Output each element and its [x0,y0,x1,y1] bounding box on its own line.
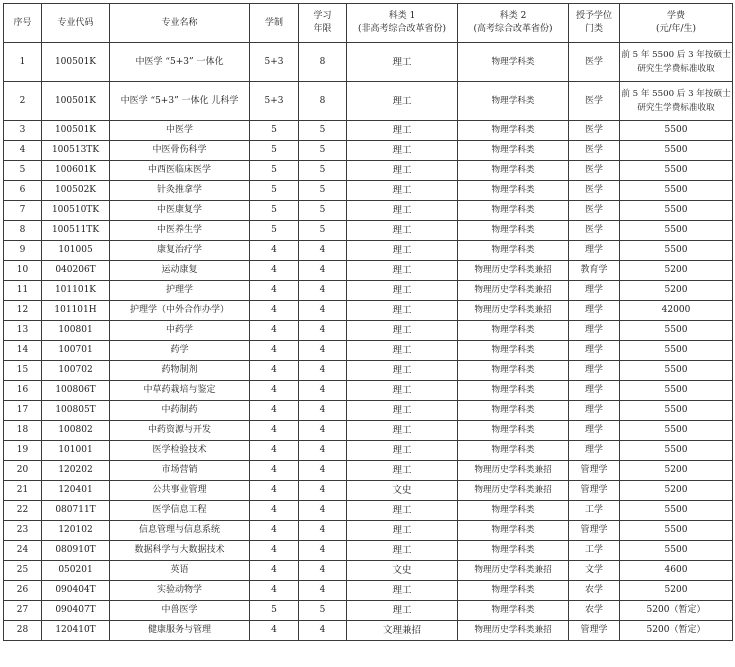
cell-years: 8 [299,82,347,121]
cell-degree: 医学 [569,181,620,201]
cell-name: 英语 [110,561,250,581]
cell-subject2: 物理学科类 [458,141,569,161]
cell-index: 22 [4,501,42,521]
cell-code: 050201 [42,561,110,581]
cell-fee: 5200（暂定） [620,621,733,641]
cell-index: 8 [4,221,42,241]
cell-index: 3 [4,121,42,141]
cell-system: 4 [250,261,299,281]
cell-code: 040206T [42,261,110,281]
cell-subject2: 物理学科类 [458,241,569,261]
cell-fee: 5500 [620,181,733,201]
table-row [4,281,733,301]
cell-degree: 农学 [569,601,620,621]
table-row [4,301,733,321]
cell-years: 4 [299,241,347,261]
cell-fee: 5200 [620,461,733,481]
cell-degree: 医学 [569,141,620,161]
cell-degree: 教育学 [569,261,620,281]
cell-name: 数据科学与大数据技术 [110,541,250,561]
cell-subject2: 物理历史学科类兼招 [458,481,569,501]
cell-subject1: 理工 [347,441,458,461]
cell-subject2: 物理学科类 [458,161,569,181]
cell-subject1: 理工 [347,281,458,301]
cell-years: 8 [299,43,347,82]
cell-subject2: 物理学科类 [458,541,569,561]
cell-degree: 农学 [569,581,620,601]
cell-fee: 前 5 年 5500 后 3 年按硕士研究生学费标准收取 [620,43,733,82]
header-code: 专业代码 [42,4,110,43]
cell-index: 26 [4,581,42,601]
cell-fee: 5500 [620,241,733,261]
header-fee: 学费 (元/年/生) [620,4,733,43]
header-years: 学习 年限 [299,4,347,43]
cell-name: 针灸推拿学 [110,181,250,201]
cell-index: 7 [4,201,42,221]
cell-subject2: 物理历史学科类兼招 [458,621,569,641]
cell-fee: 5500 [620,161,733,181]
cell-system: 4 [250,501,299,521]
cell-years: 4 [299,421,347,441]
cell-system: 5 [250,221,299,241]
cell-years: 5 [299,601,347,621]
cell-subject1: 文史 [347,561,458,581]
cell-years: 4 [299,621,347,641]
cell-years: 5 [299,181,347,201]
cell-fee: 5500 [620,341,733,361]
cell-system: 5 [250,141,299,161]
cell-name: 中兽医学 [110,601,250,621]
cell-subject2: 物理学科类 [458,361,569,381]
cell-index: 18 [4,421,42,441]
cell-years: 4 [299,321,347,341]
cell-degree: 理学 [569,301,620,321]
cell-subject1: 理工 [347,201,458,221]
cell-index: 5 [4,161,42,181]
header-subject1: 科类 1 (非高考综合改革省份) [347,4,458,43]
table-row [4,481,733,501]
cell-name: 医学检验技术 [110,441,250,461]
cell-system: 4 [250,441,299,461]
cell-subject2: 物理历史学科类兼招 [458,281,569,301]
cell-fee: 5500 [620,521,733,541]
cell-system: 4 [250,541,299,561]
table-row [4,341,733,361]
cell-code: 101101H [42,301,110,321]
cell-fee: 42000 [620,301,733,321]
cell-subject2: 物理学科类 [458,201,569,221]
majors-table [3,3,733,641]
cell-degree: 医学 [569,82,620,121]
table-row [4,201,733,221]
cell-years: 4 [299,441,347,461]
cell-system: 4 [250,321,299,341]
cell-index: 16 [4,381,42,401]
table-row [4,461,733,481]
cell-years: 5 [299,141,347,161]
cell-code: 101001 [42,441,110,461]
cell-subject2: 物理学科类 [458,521,569,541]
table-row [4,421,733,441]
cell-years: 4 [299,481,347,501]
cell-fee: 5500 [620,381,733,401]
cell-degree: 管理学 [569,481,620,501]
cell-subject1: 理工 [347,82,458,121]
cell-code: 100510TK [42,201,110,221]
cell-fee: 5500 [620,221,733,241]
cell-degree: 文学 [569,561,620,581]
cell-subject2: 物理学科类 [458,401,569,421]
table-row [4,43,733,82]
cell-name: 中医康复学 [110,201,250,221]
cell-subject1: 理工 [347,141,458,161]
cell-degree: 理学 [569,401,620,421]
cell-subject2: 物理学科类 [458,421,569,441]
cell-subject2: 物理历史学科类兼招 [458,301,569,321]
cell-subject1: 理工 [347,261,458,281]
cell-system: 4 [250,421,299,441]
cell-name: 实验动物学 [110,581,250,601]
cell-subject2: 物理学科类 [458,501,569,521]
cell-years: 5 [299,201,347,221]
header-name: 专业名称 [110,4,250,43]
cell-years: 4 [299,281,347,301]
cell-subject1: 文史 [347,481,458,501]
cell-years: 5 [299,221,347,241]
cell-subject2: 物理学科类 [458,441,569,461]
cell-subject2: 物理历史学科类兼招 [458,561,569,581]
cell-code: 120410T [42,621,110,641]
table-body [4,43,733,641]
cell-index: 9 [4,241,42,261]
cell-name: 中医学 [110,121,250,141]
cell-system: 4 [250,281,299,301]
cell-system: 4 [250,341,299,361]
header-index: 序号 [4,4,42,43]
cell-subject1: 理工 [347,301,458,321]
cell-name: 中医养生学 [110,221,250,241]
cell-system: 5 [250,161,299,181]
cell-code: 101101K [42,281,110,301]
cell-code: 090404T [42,581,110,601]
cell-name: 医学信息工程 [110,501,250,521]
cell-years: 4 [299,541,347,561]
table-row [4,161,733,181]
cell-code: 120202 [42,461,110,481]
table-row [4,82,733,121]
cell-degree: 理学 [569,341,620,361]
cell-fee: 5200 [620,481,733,501]
cell-fee: 5500 [620,121,733,141]
cell-degree: 医学 [569,43,620,82]
cell-index: 19 [4,441,42,461]
cell-degree: 医学 [569,161,620,181]
cell-subject1: 理工 [347,521,458,541]
cell-code: 100805T [42,401,110,421]
cell-code: 100501K [42,43,110,82]
header-degree: 授予学位 门类 [569,4,620,43]
cell-index: 6 [4,181,42,201]
cell-years: 4 [299,381,347,401]
cell-subject1: 理工 [347,601,458,621]
cell-name: 运动康复 [110,261,250,281]
cell-fee: 5500 [620,441,733,461]
cell-name: 信息管理与信息系统 [110,521,250,541]
cell-degree: 理学 [569,321,620,341]
cell-name: 护理学（中外合作办学） [110,301,250,321]
cell-subject2: 物理学科类 [458,341,569,361]
cell-name: 中医学 “5+3” 一体化 [110,43,250,82]
cell-years: 4 [299,341,347,361]
cell-degree: 工学 [569,541,620,561]
cell-system: 4 [250,461,299,481]
cell-name: 药物制剂 [110,361,250,381]
cell-fee: 4600 [620,561,733,581]
cell-years: 4 [299,301,347,321]
cell-degree: 理学 [569,281,620,301]
table-row [4,361,733,381]
cell-code: 100601K [42,161,110,181]
cell-degree: 管理学 [569,621,620,641]
cell-name: 市场营销 [110,461,250,481]
cell-subject1: 理工 [347,43,458,82]
table-row [4,541,733,561]
cell-degree: 医学 [569,121,620,141]
cell-system: 5 [250,601,299,621]
cell-fee: 5500 [620,401,733,421]
cell-code: 100806T [42,381,110,401]
cell-code: 120401 [42,481,110,501]
cell-code: 100802 [42,421,110,441]
cell-code: 120102 [42,521,110,541]
cell-system: 4 [250,621,299,641]
cell-degree: 管理学 [569,521,620,541]
cell-code: 101005 [42,241,110,261]
table-row [4,501,733,521]
cell-code: 080910T [42,541,110,561]
cell-subject2: 物理学科类 [458,221,569,241]
cell-subject1: 理工 [347,181,458,201]
cell-degree: 理学 [569,361,620,381]
cell-subject2: 物理学科类 [458,82,569,121]
cell-degree: 医学 [569,201,620,221]
header-subject2: 科类 2 (高考综合改革省份) [458,4,569,43]
cell-years: 4 [299,561,347,581]
cell-subject1: 理工 [347,421,458,441]
cell-years: 4 [299,401,347,421]
cell-subject1: 理工 [347,321,458,341]
cell-name: 中药制药 [110,401,250,421]
cell-name: 公共事业管理 [110,481,250,501]
cell-index: 21 [4,481,42,501]
cell-code: 100501K [42,82,110,121]
cell-years: 4 [299,461,347,481]
cell-name: 中西医临床医学 [110,161,250,181]
cell-fee: 5200 [620,261,733,281]
cell-name: 中药资源与开发 [110,421,250,441]
cell-code: 100702 [42,361,110,381]
cell-name: 护理学 [110,281,250,301]
cell-subject2: 物理历史学科类兼招 [458,461,569,481]
cell-fee: 5200 [620,581,733,601]
table-row [4,381,733,401]
table-row [4,621,733,641]
cell-subject1: 理工 [347,501,458,521]
cell-degree: 理学 [569,381,620,401]
cell-index: 1 [4,43,42,82]
cell-index: 4 [4,141,42,161]
cell-index: 24 [4,541,42,561]
cell-subject1: 理工 [347,401,458,421]
cell-fee: 5500 [620,201,733,221]
cell-system: 4 [250,301,299,321]
cell-subject1: 理工 [347,381,458,401]
cell-subject1: 理工 [347,241,458,261]
cell-system: 4 [250,581,299,601]
cell-code: 100513TK [42,141,110,161]
table-row [4,401,733,421]
cell-code: 100701 [42,341,110,361]
cell-subject1: 文理兼招 [347,621,458,641]
table-row [4,181,733,201]
cell-code: 100502K [42,181,110,201]
cell-subject2: 物理历史学科类兼招 [458,261,569,281]
cell-subject1: 理工 [347,541,458,561]
cell-subject2: 物理学科类 [458,321,569,341]
cell-years: 4 [299,261,347,281]
cell-index: 14 [4,341,42,361]
cell-fee: 前 5 年 5500 后 3 年按硕士研究生学费标准收取 [620,82,733,121]
cell-degree: 理学 [569,421,620,441]
header-row [4,4,733,43]
cell-degree: 理学 [569,241,620,261]
table-row [4,121,733,141]
cell-index: 2 [4,82,42,121]
table-row [4,441,733,461]
cell-subject1: 理工 [347,121,458,141]
cell-subject1: 理工 [347,161,458,181]
cell-years: 4 [299,501,347,521]
table-row [4,321,733,341]
cell-system: 4 [250,241,299,261]
cell-subject2: 物理学科类 [458,43,569,82]
cell-name: 中药学 [110,321,250,341]
cell-degree: 理学 [569,441,620,461]
header-system: 学制 [250,4,299,43]
cell-fee: 5500 [620,141,733,161]
cell-subject2: 物理学科类 [458,121,569,141]
cell-code: 080711T [42,501,110,521]
cell-code: 090407T [42,601,110,621]
table-row [4,601,733,621]
cell-subject1: 理工 [347,361,458,381]
cell-fee: 5200（暂定） [620,601,733,621]
cell-years: 5 [299,121,347,141]
cell-code: 100511TK [42,221,110,241]
cell-degree: 医学 [569,221,620,241]
cell-subject1: 理工 [347,581,458,601]
cell-index: 10 [4,261,42,281]
table-row [4,141,733,161]
table-row [4,521,733,541]
cell-index: 11 [4,281,42,301]
cell-years: 5 [299,161,347,181]
cell-degree: 工学 [569,501,620,521]
cell-fee: 5500 [620,501,733,521]
cell-system: 5 [250,121,299,141]
cell-subject2: 物理学科类 [458,181,569,201]
cell-subject1: 理工 [347,461,458,481]
cell-code: 100801 [42,321,110,341]
cell-system: 5 [250,181,299,201]
cell-subject2: 物理学科类 [458,381,569,401]
cell-subject1: 理工 [347,341,458,361]
cell-fee: 5500 [620,421,733,441]
cell-system: 4 [250,481,299,501]
cell-index: 12 [4,301,42,321]
cell-system: 4 [250,561,299,581]
cell-fee: 5500 [620,361,733,381]
cell-system: 4 [250,361,299,381]
cell-name: 中草药栽培与鉴定 [110,381,250,401]
cell-index: 13 [4,321,42,341]
cell-name: 康复治疗学 [110,241,250,261]
cell-fee: 5200 [620,281,733,301]
cell-system: 5 [250,201,299,221]
cell-index: 27 [4,601,42,621]
cell-system: 4 [250,521,299,541]
cell-name: 中医学 “5+3” 一体化 儿科学 [110,82,250,121]
cell-system: 4 [250,381,299,401]
cell-name: 药学 [110,341,250,361]
cell-fee: 5500 [620,321,733,341]
cell-name: 中医骨伤科学 [110,141,250,161]
cell-years: 4 [299,521,347,541]
table-row [4,261,733,281]
cell-index: 23 [4,521,42,541]
table-row [4,581,733,601]
cell-index: 20 [4,461,42,481]
table-row [4,561,733,581]
cell-index: 17 [4,401,42,421]
cell-index: 25 [4,561,42,581]
cell-subject2: 物理学科类 [458,601,569,621]
cell-index: 15 [4,361,42,381]
cell-years: 4 [299,361,347,381]
cell-system: 4 [250,401,299,421]
cell-name: 健康服务与管理 [110,621,250,641]
table-row [4,221,733,241]
cell-degree: 管理学 [569,461,620,481]
cell-fee: 5500 [620,541,733,561]
cell-subject2: 物理学科类 [458,581,569,601]
cell-years: 4 [299,581,347,601]
cell-system: 5+3 [250,82,299,121]
cell-index: 28 [4,621,42,641]
cell-code: 100501K [42,121,110,141]
cell-system: 5+3 [250,43,299,82]
table-row [4,241,733,261]
cell-subject1: 理工 [347,221,458,241]
